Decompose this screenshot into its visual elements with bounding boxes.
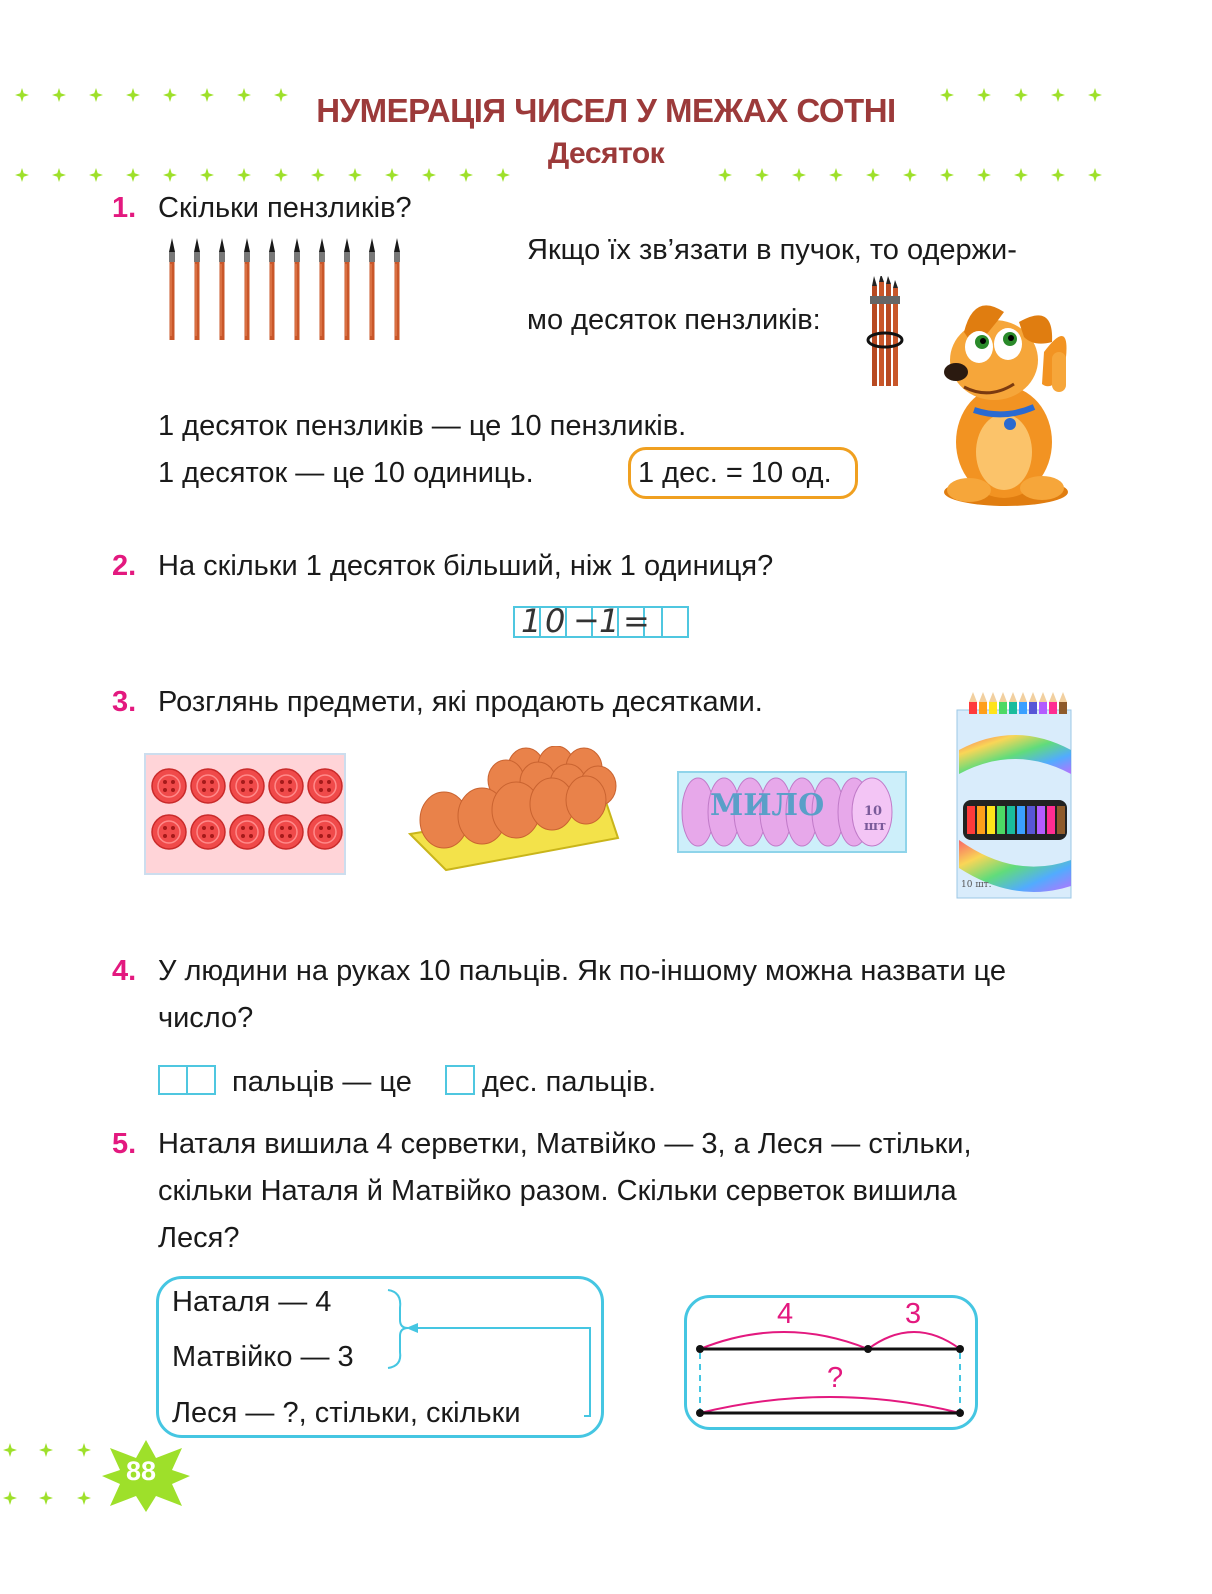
task4-number: 4. — [112, 955, 137, 987]
pencil-slot — [1007, 806, 1015, 834]
page-subtitle: Десяток — [547, 137, 665, 170]
page-number: 88 — [126, 1456, 157, 1486]
pencil-tip-icon — [1039, 692, 1047, 714]
task1-bundle-line2: мо десяток пензликів: — [527, 304, 821, 336]
pencil-slot — [967, 806, 975, 834]
brush-icon — [294, 238, 300, 340]
star-decoration — [77, 1491, 91, 1505]
task4-fill-part1: пальців — це — [232, 1066, 412, 1098]
sewing-button-icon — [191, 769, 225, 803]
expr-digit: 1 — [599, 602, 620, 640]
task1-fact1: 1 десяток пензликів — це 10 пензликів. — [158, 410, 687, 442]
answer-box[interactable] — [661, 606, 689, 638]
diagram-label-4: 4 — [777, 1298, 794, 1330]
expr-digit: 1 — [521, 602, 542, 640]
brush-icon — [394, 238, 400, 340]
task2-number: 2. — [112, 550, 137, 582]
task1-formula: 1 дес. = 10 од. — [638, 457, 832, 489]
short-record-line2: Матвійко — 3 — [172, 1341, 354, 1373]
soap-count: 10 шт — [864, 804, 887, 834]
answer-box-units[interactable] — [186, 1065, 216, 1095]
sewing-button-icon — [191, 815, 225, 849]
pencil-slot — [997, 806, 1005, 834]
task2-expression — [513, 601, 689, 640]
pencil-tip-icon — [1049, 692, 1057, 714]
star-decoration — [39, 1443, 53, 1457]
pencil-box-graphic — [955, 690, 1073, 900]
diagram-label-3: 3 — [905, 1298, 922, 1330]
pencil-tip-icon — [989, 692, 997, 714]
brush-bundle-icon — [862, 276, 908, 390]
task2-question: На скільки 1 десяток більший, ніж 1 одиниця? — [158, 550, 774, 582]
task5-text-line1: Наталя вишила 4 серветки, Матвійко — 3, а Леся — стільки, — [158, 1128, 972, 1160]
task1-fact2: 1 десяток — це 10 одиниць. — [158, 457, 534, 489]
task4-text-line2: число? — [158, 1002, 254, 1034]
answer-box-tens[interactable] — [158, 1065, 188, 1095]
page-title: НУМЕРАЦІЯ ЧИСЕЛ У МЕЖАХ СОТНІ — [316, 92, 896, 129]
task1-bundle-line1: Якщо їх зв’язати в пучок, то одержи- — [527, 234, 1017, 266]
pencil-slot — [1027, 806, 1035, 834]
expr-minus: − — [573, 601, 600, 639]
sewing-button-icon — [230, 769, 264, 803]
star-decoration — [3, 1491, 17, 1505]
brush-icon — [244, 238, 250, 340]
task3-number: 3. — [112, 686, 137, 718]
brush-icon — [269, 238, 275, 340]
soap-pack-illustration — [676, 770, 908, 854]
brush-icon — [319, 238, 325, 340]
star-decoration — [3, 1443, 17, 1457]
brush-icon — [369, 238, 375, 340]
task5-text-line3: Леся? — [158, 1222, 240, 1254]
brushes-illustration — [160, 236, 420, 346]
dog-mascot — [934, 292, 1084, 512]
sewing-button-icon — [230, 815, 264, 849]
buttons-card-illustration — [143, 752, 347, 876]
sewing-button-icon — [308, 769, 342, 803]
task5-text-line2: скільки Наталя й Матвійко разом. Скільки серветок вишила — [158, 1175, 957, 1207]
task5-number: 5. — [112, 1128, 137, 1160]
pencil-tip-icon — [1029, 692, 1037, 714]
star-decoration — [39, 1491, 53, 1505]
sewing-button-icon — [308, 815, 342, 849]
short-record-line1: Наталя — 4 — [172, 1286, 332, 1318]
soap-label: МИЛО — [710, 788, 825, 823]
brace-arrow — [380, 1288, 600, 1422]
pencil-slot — [1057, 806, 1065, 834]
answer-box-dec[interactable] — [445, 1065, 475, 1095]
pencil-count: 10 шт. — [961, 880, 992, 890]
task3-text: Розглянь предмети, які продають десятками. — [158, 686, 763, 718]
sewing-button-icon — [152, 815, 186, 849]
brush-icon — [219, 238, 225, 340]
expr-equals: = — [623, 602, 650, 640]
egg-tray-illustration — [406, 746, 621, 872]
sewing-button-icon — [269, 815, 303, 849]
pencil-tip-icon — [999, 692, 1007, 714]
expr-digit: 0 — [545, 602, 566, 640]
pencil-box-illustration — [955, 690, 1073, 900]
task1-question: Скільки пензликів? — [158, 192, 412, 224]
sewing-button-icon — [269, 769, 303, 803]
pencil-slot — [987, 806, 995, 834]
task1-number: 1. — [112, 192, 137, 224]
pencil-tip-icon — [1009, 692, 1017, 714]
pencil-slot — [1017, 806, 1025, 834]
brush-icon — [194, 238, 200, 340]
pencil-tip-icon — [969, 692, 977, 714]
task4-fill-part2: дес. пальців. — [482, 1066, 657, 1098]
pencil-slot — [1047, 806, 1055, 834]
short-record-line3: Леся — ?, стільки, скільки — [172, 1397, 521, 1429]
star-decoration — [77, 1443, 91, 1457]
brush-icon — [169, 238, 175, 340]
diagram-label-question: ? — [827, 1362, 844, 1394]
pencil-slot — [1037, 806, 1045, 834]
brush-icon — [344, 238, 350, 340]
pencil-tip-icon — [979, 692, 987, 714]
sewing-button-icon — [152, 769, 186, 803]
pencil-tip-icon — [1019, 692, 1027, 714]
task4-text-line1: У людини на руках 10 пальців. Як по-іншому можна назвати це — [158, 955, 1006, 987]
pencil-tip-icon — [1059, 692, 1067, 714]
pencil-slot — [977, 806, 985, 834]
